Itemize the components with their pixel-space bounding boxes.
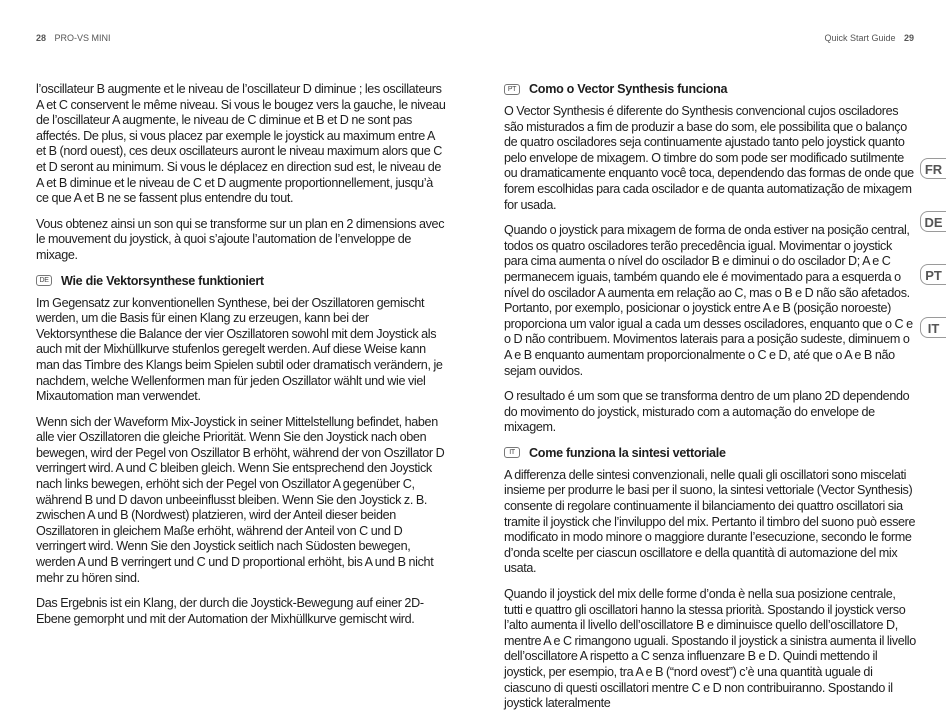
right-header-title: Quick Start Guide: [824, 33, 896, 43]
fr-paragraph-1: l’oscillateur B augmente et le niveau de l’oscillateur D diminue ; les oscillateurs A et C conservent le même niveau. Si vous le bougez vers la gauche, le niveau de l’oscillateur A augmente, le niveau de C diminue et B et D ne sont pas affectés. De plus, si vous placez par exemple le joystick au maximum entre A et B (nord ouest), ces deux oscillateurs auront le niveau maximum alors que C et D seront au minimum. Si vous le déplacez en direction sud est, le niveau de A et B diminue et le niveau de C et D augmente proportionnellement, jusqu’à ce que A et B ne se fassent plus entendre du tout.: [36, 82, 446, 206]
it-heading-text: Come funziona la sintesi vettoriale: [529, 445, 726, 460]
de-paragraph-3: Das Ergebnis ist ein Klang, der durch die Joystick-Bewegung auf einer 2D-Ebene gemorpht und mit der Automation der Mixhüllkurve gemischt wird.: [36, 596, 424, 626]
de-heading-text: Wie die Vektorsynthese funktioniert: [61, 273, 264, 288]
language-tab-strip: [920, 158, 946, 370]
de-paragraph-2: Wenn sich der Waveform Mix-Joystick in seiner Mittelstellung befindet, haben alle vier Oszillatoren die gleiche Priorität. Wenn Sie den Joystick nach oben bewegen, wird der Pegel von Oszillator B erhöht, während der von Oszillator D verringert wird. A und C bleiben gleich. Wenn Sie entsprechend den Joystick nach links bewegen, erhöht sich der Pegel von Oszillator A gegenüber C, während B und D davon unbeeinflusst bleiben. Wenn Sie den Joystick z. B. zwischen A und B (Nordwest) platzieren, wird der Anteil dieser beiden Oszillatoren in gleichem Maße erhöht, während der Anteil von C und D verringert wird. Wenn Sie den Joystick seitlich nach Südosten bewegen, werden A und B verringert und C und D proportional erhöht, bis A und B nicht mehr zu hören sind.: [36, 414, 445, 585]
de-paragraph-1: Im Gegensatz zur konventionellen Synthese, bei der Oszillatoren gemischt werden, um die Basis für einen Klang zu erzeugen, kann bei der Vektorsynthese die Balance der vier Oszillatoren sowohl mit dem Joystick als auch mit der Mixhüllkurve stufenlos geregelt werden. Auf diese Weise kann man das Timbre des Klangs beim Spielen subtil oder dramatisch verändern, je nachdem, welche Wellenformen man für jeden Oszillator wählt und wie viel Mixautomation man verwendet.: [36, 295, 443, 404]
de-section-heading: [36, 274, 446, 288]
it-paragraph-2: Quando il joystick del mix delle forme d’onda è nella sua posizione centrale, tutti e quattro gli oscillatori hanno la stessa priorità. Spostando il joystick verso l’alto aumenta il livello dell’oscillatore B e diminuisce quello dell’oscillatore D, mentre A e C rimangono uguali. Spostando il joystick a sinistra aumenta il livello dell’oscillatore A rispetto a C senza influenzare B e D. Quindi mettendo il joystick, per esempio, tra A e B (“nord ovest”) c’è una quantità uguale di ciascuno di questi oscillatori mentre C e D non contribuiranno. Spostando il joystick lateralmente: [504, 587, 916, 711]
language-tab-it[interactable]: IT: [920, 317, 946, 338]
right-page-column: [504, 82, 916, 722]
fr-paragraph-2: Vous obtenez ainsi un son qui se transforme sur un plan en 2 dimensions avec le mouvement du joystick, à quoi s’ajoute l’automation de l’enveloppe de mixage.: [36, 216, 445, 262]
de-language-badge: DE: [36, 275, 52, 286]
pt-paragraph-3: O resultado é um som que se transforma dentro de um plano 2D dependendo do movimento do joystick, misturado com a automação do envelope de mixagem.: [504, 389, 910, 435]
pt-heading-text: Como o Vector Synthesis funciona: [529, 82, 728, 96]
left-header-title: PRO-VS MINI: [54, 33, 111, 43]
left-page-number: 28: [36, 33, 47, 43]
it-language-badge: IT: [504, 447, 520, 458]
right-page-number: 29: [903, 33, 914, 43]
page-header-left: [36, 33, 111, 43]
language-tab-pt[interactable]: PT: [920, 264, 946, 285]
it-paragraph-1: A differenza delle sintesi convenzionali, nelle quali gli oscillatori sono miscelati insieme per produrre le basi per il suono, la sintesi vettoriale (Vector Synthesis) consente di regolare continuamente il bilanciamento dei quattro oscillatori sia tramite il joystick che l’inviluppo del mix. Pertanto il timbro del suono può essere modificato in modo minore o maggiore durante l’esecuzione, secondo le forme d’onda scelte per ciascun oscillatore e della quantità di automazione del mix usata.: [504, 467, 916, 576]
language-tab-fr[interactable]: FR: [920, 158, 946, 179]
pt-section-heading: [504, 82, 916, 96]
pt-paragraph-2: Quando o joystick para mixagem de forma de onda estiver na posição central, todos os quatro osciladores terão precedência igual. Movimentar o joystick para cima aumenta o nível do oscilador B e diminui o do oscilador D; A e C permanecem iguais, também quando ele é movimentado para a esquerda o nível do oscilador A aumenta em relação ao C, mas o B e D não são afetados. Portanto, por exemplo, posicionar o joystick entre A e B (posição noroeste) proporciona um valor igual a cada um desses osciladores, enquanto que o C e o D não contribuem. Movimentos laterais para a posição sudeste, diminuem o A e B enquanto aumentam proporcionalmente o C e D, até que o A e B não sejam ouvidos.: [504, 223, 913, 378]
language-tab-de[interactable]: DE: [920, 211, 946, 232]
left-page-column: [36, 82, 446, 637]
page-header-right: [824, 33, 914, 43]
it-section-heading: [504, 446, 916, 460]
pt-language-badge: PT: [504, 84, 520, 95]
pt-paragraph-1: O Vector Synthesis é diferente do Synthesis convencional cujos osciladores são misturados a fim de produzir a base do som, ele possibilita que o balanço de quatro osciladores seja continuamente ajustado tanto pelo joystick quanto pelo envelope de mixagem. O timbre do som pode ser modificado sutilmente ou dramaticamente enquanto você toca, dependendo das formas de onde que forem escolhidas para cada oscilador e de quanta automatização de mixagem for usada.: [504, 104, 914, 212]
